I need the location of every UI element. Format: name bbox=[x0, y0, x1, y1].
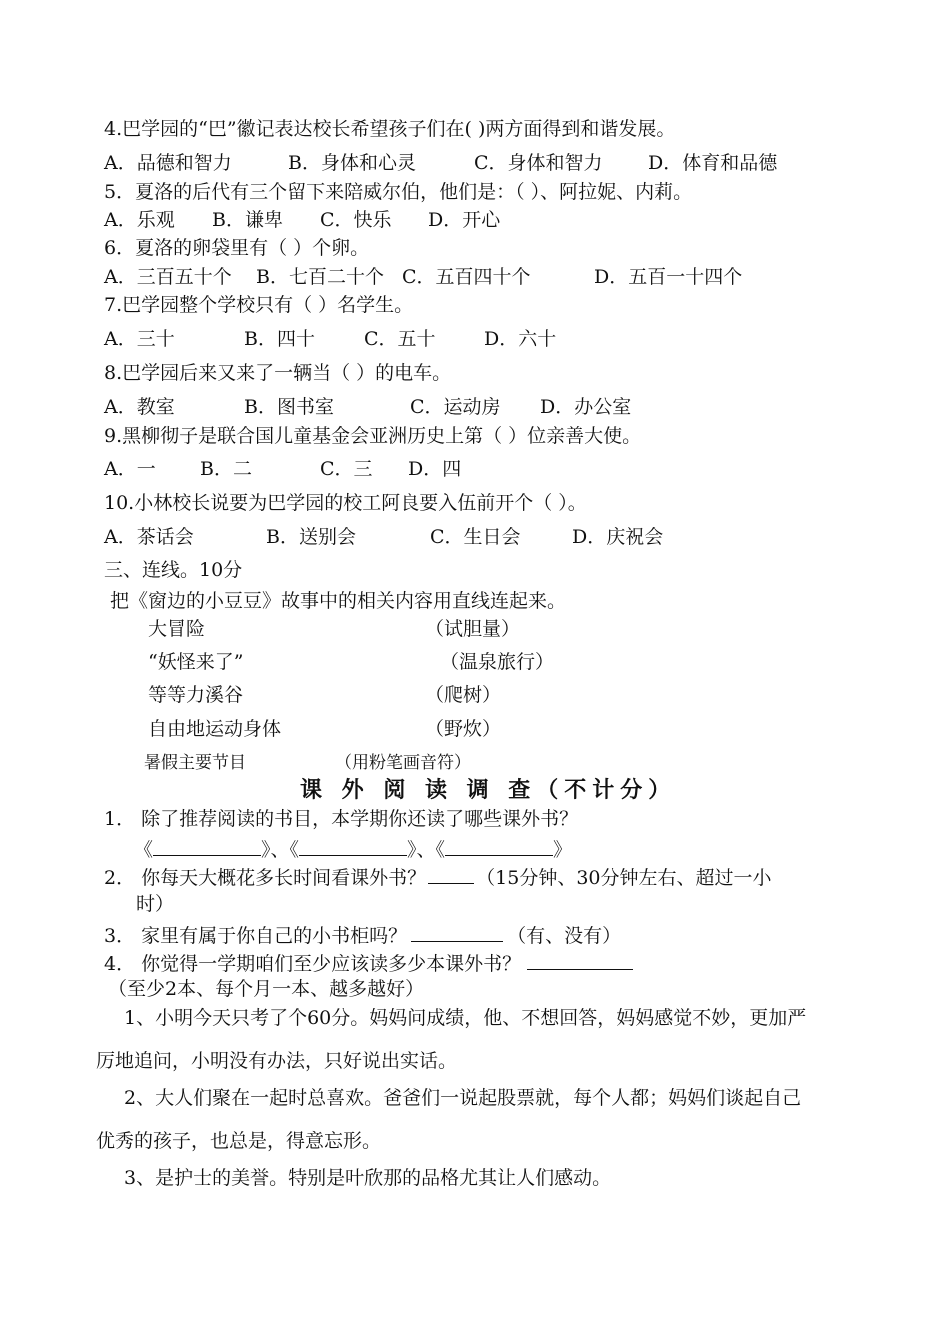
match-right-item: （爬树） bbox=[425, 684, 502, 706]
question-6-options bbox=[104, 265, 742, 289]
option-c: C．五百四十个 bbox=[402, 266, 531, 288]
survey-q3-choices: （有、没有） bbox=[507, 925, 622, 947]
match-right-item: （用粉笔画音符） bbox=[335, 753, 471, 773]
question-4-options bbox=[104, 151, 777, 175]
survey-q4 bbox=[104, 949, 633, 976]
question-5-options bbox=[104, 208, 500, 232]
match-left-item: 自由地运动身体 bbox=[148, 718, 282, 740]
option-a: A．三百五十个 bbox=[104, 266, 232, 288]
match-left-item: 暑假主要节目 bbox=[144, 753, 246, 773]
option-d: D．五百一十四个 bbox=[594, 266, 743, 288]
survey-q2 bbox=[104, 863, 772, 890]
option-b: B．二 bbox=[200, 458, 252, 480]
book-1-blank[interactable] bbox=[153, 835, 261, 856]
paragraph-3: 3、是护士的美誉。特别是叶欣那的品格尤其让人们感动。 bbox=[124, 1167, 612, 1189]
question-6-stem: 6．夏洛的卵袋里有（ ）个卵。 bbox=[104, 237, 370, 259]
match-left-item: “妖怪来了” bbox=[148, 651, 244, 673]
option-d: D．四 bbox=[408, 458, 462, 480]
book-bracket-open: 《 bbox=[134, 839, 154, 861]
survey-q4-text: 4． 你觉得一学期咱们至少应该读多少本课外书？ bbox=[104, 953, 522, 975]
option-d: D．庆祝会 bbox=[572, 526, 664, 548]
paragraph-1-line-2: 厉地追问，小明没有办法，只好说出实话。 bbox=[96, 1050, 458, 1072]
option-c: C．运动房 bbox=[410, 396, 501, 418]
option-a: A．三十 bbox=[104, 328, 175, 350]
option-a: A．教室 bbox=[104, 396, 175, 418]
question-7-stem: 7.巴学园整个学校只有（ ）名学生。 bbox=[104, 294, 414, 316]
question-9-options bbox=[104, 457, 461, 481]
survey-q3 bbox=[104, 921, 621, 948]
survey-q4-choices: （至少2本、每个月一本、越多越好） bbox=[108, 978, 425, 1000]
option-b: B．身体和心灵 bbox=[288, 152, 416, 174]
option-a: A．茶话会 bbox=[104, 526, 194, 548]
option-a: A．品德和智力 bbox=[104, 152, 232, 174]
question-10-stem: 10.小林校长说要为巴学园的校工阿良要入伍前开个（ ）。 bbox=[104, 492, 587, 514]
survey-q2-choices: （15分钟、30分钟左右、超过一小 bbox=[476, 867, 772, 889]
match-left-item: 等等力溪谷 bbox=[148, 684, 244, 706]
option-d: D．体育和品德 bbox=[648, 152, 778, 174]
match-right-item: （试胆量） bbox=[425, 618, 521, 640]
option-b: B．图书室 bbox=[244, 396, 334, 418]
paragraph-2-line-1: 2、大人们聚在一起时总喜欢。爸爸们一说起股票就，每个人都；妈妈们谈起自己 bbox=[124, 1087, 802, 1109]
option-c: C．三 bbox=[320, 458, 373, 480]
book-2-blank[interactable] bbox=[299, 835, 407, 856]
match-left-item: 大冒险 bbox=[148, 618, 206, 640]
match-right-item: （温泉旅行） bbox=[440, 651, 555, 673]
section-3-title: 三、连线。10分 bbox=[104, 559, 243, 581]
option-c: C．身体和智力 bbox=[474, 152, 603, 174]
question-8-stem: 8.巴学园后来又来了一辆当（ ）的电车。 bbox=[104, 362, 452, 384]
survey-q2-text: 2． 你每天大概花多长时间看课外书？ bbox=[104, 867, 427, 889]
section-3-instruction: 把《窗边的小豆豆》故事中的相关内容用直线连起来。 bbox=[110, 590, 567, 612]
option-a: A．一 bbox=[104, 458, 156, 480]
question-8-options bbox=[104, 395, 631, 419]
option-d: D．开心 bbox=[428, 209, 501, 231]
option-a: A．乐观 bbox=[104, 209, 175, 231]
option-c: C．五十 bbox=[364, 328, 436, 350]
book-separator: 》、《 bbox=[261, 839, 300, 861]
book-count-blank[interactable] bbox=[527, 949, 633, 970]
paragraph-1-line-1: 1、小明今天只考了个60分。妈妈问成绩，他、不想回答，妈妈感觉不妙，更加严 bbox=[124, 1007, 807, 1029]
option-c: C．生日会 bbox=[430, 526, 521, 548]
survey-q3-text: 3． 家里有属于你自己的小书柜吗？ bbox=[104, 925, 408, 947]
option-d: D．六十 bbox=[484, 328, 557, 350]
option-b: B．谦卑 bbox=[212, 209, 283, 231]
question-10-options bbox=[104, 525, 663, 549]
option-b: B．送别会 bbox=[266, 526, 356, 548]
book-3-blank[interactable] bbox=[445, 835, 553, 856]
book-separator: 》、《 bbox=[407, 839, 446, 861]
paragraph-2-line-2: 优秀的孩子，也总是，得意忘形。 bbox=[96, 1130, 382, 1152]
question-5-stem: 5．夏洛的后代有三个留下来陪威尔伯，他们是：（ ）、阿拉妮、内莉。 bbox=[104, 181, 693, 203]
bookcase-blank[interactable] bbox=[411, 921, 503, 942]
option-d: D．办公室 bbox=[540, 396, 632, 418]
survey-q1: 1． 除了推荐阅读的书目，本学期你还读了哪些课外书？ bbox=[104, 808, 579, 830]
option-c: C．快乐 bbox=[320, 209, 392, 231]
book-bracket-close: 》 bbox=[553, 839, 573, 861]
question-9-stem: 9.黑柳彻子是联合国儿童基金会亚洲历史上第（ ）位亲善大使。 bbox=[104, 425, 642, 447]
survey-q2-cont: 时） bbox=[136, 893, 175, 915]
survey-title: 课 外 阅 读 调 查（不计分） bbox=[300, 777, 677, 803]
question-7-options bbox=[104, 327, 556, 351]
option-b: B．四十 bbox=[244, 328, 315, 350]
survey-q1-books bbox=[134, 835, 572, 862]
time-blank[interactable] bbox=[428, 863, 474, 884]
option-b: B．七百二十个 bbox=[256, 266, 384, 288]
match-right-item: （野炊） bbox=[425, 718, 502, 740]
question-4-stem: 4.巴学园的“巴”徽记表达校长希望孩子们在( )两方面得到和谐发展。 bbox=[104, 118, 676, 140]
